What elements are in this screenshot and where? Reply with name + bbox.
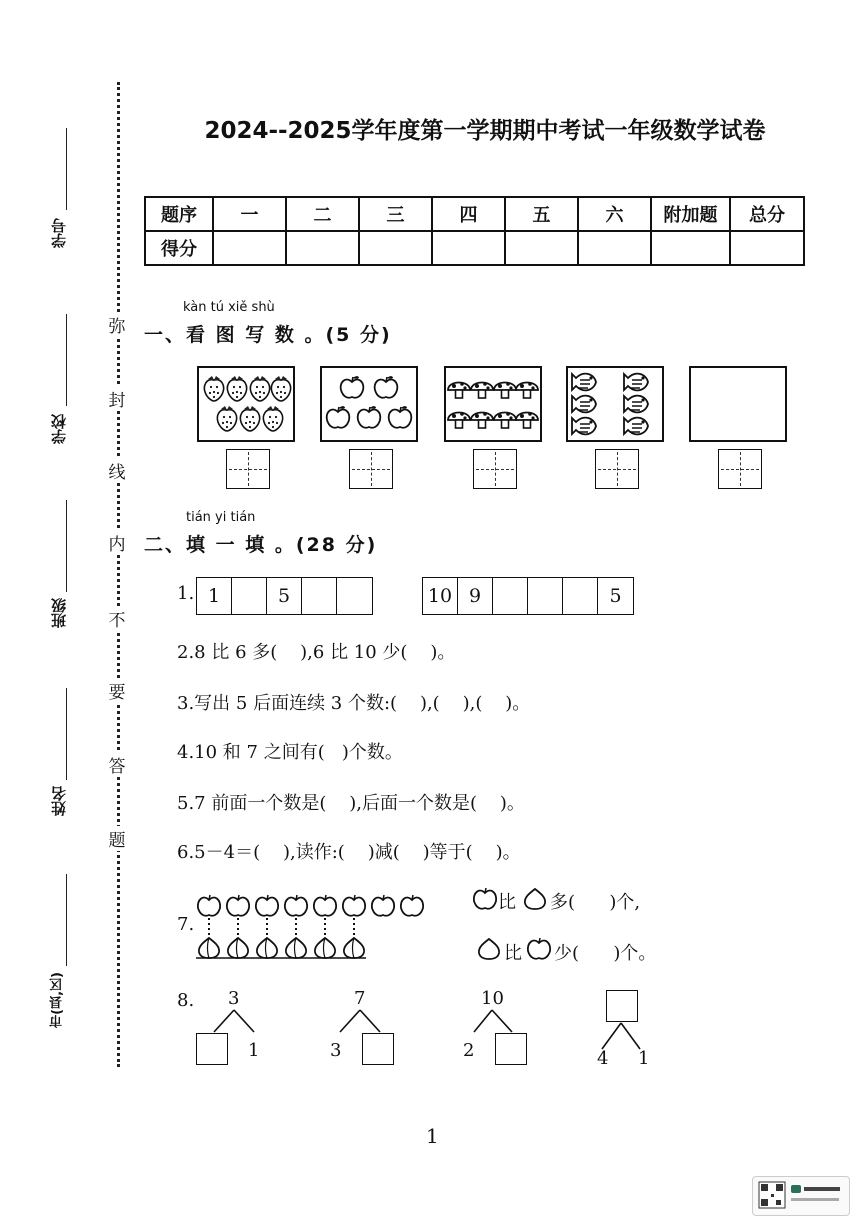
strawberry-icon <box>199 368 293 440</box>
peach-icon <box>476 936 502 962</box>
section1-pinyin: kàn tú xiě shù <box>183 300 275 315</box>
district-line[interactable] <box>66 874 67 966</box>
sequence-cell: 9 <box>458 578 493 614</box>
q7-line1-answer: 多( )个, <box>550 892 641 913</box>
exam-title: 2024--2025学年度第一学期期中考试一年级数学试卷 <box>204 118 766 144</box>
name-line[interactable] <box>66 688 67 780</box>
q1-label: 1. <box>177 583 195 604</box>
class-line[interactable] <box>66 500 67 592</box>
score-col: 五 <box>505 197 578 231</box>
question-2: 2.8 比 6 多( ),6 比 10 少( )。 <box>177 642 456 663</box>
sequence-cell: 10 <box>423 578 458 614</box>
sequence-cell[interactable] <box>302 578 337 614</box>
bond-branch <box>336 1008 386 1034</box>
seal-char: 不 <box>106 606 128 631</box>
school-label: 学校 <box>50 414 68 444</box>
sequence-cell[interactable] <box>493 578 528 614</box>
answer-box[interactable] <box>226 449 270 489</box>
student-id-label: 学号 <box>50 218 68 248</box>
apple-icon <box>322 368 416 440</box>
bond-answer-box[interactable] <box>606 990 638 1022</box>
apple-picture-box <box>320 366 418 442</box>
score-cell[interactable] <box>651 231 730 265</box>
sequence-cell: 5 <box>609 585 622 607</box>
bond-right-number: 1 <box>638 1048 650 1069</box>
score-row-label: 得分 <box>145 231 213 265</box>
peach-icon <box>522 886 548 912</box>
mushroom-picture-box <box>444 366 542 442</box>
score-col: 总分 <box>730 197 804 231</box>
sequence-cell[interactable] <box>232 578 267 614</box>
sequence-a <box>196 577 373 615</box>
score-table-score-row <box>145 231 804 265</box>
q7-line2-compare: 比 <box>504 943 522 964</box>
bond-left-number: 2 <box>463 1040 475 1061</box>
sequence-b <box>422 577 634 615</box>
score-table <box>144 196 805 266</box>
score-header-label: 题序 <box>145 197 213 231</box>
peach-icon <box>199 938 364 958</box>
score-table-header-row <box>145 197 804 231</box>
apple-icon <box>198 895 423 916</box>
question-6: 6.5－4＝( ),读作:( )减( )等于( )。 <box>177 842 521 863</box>
bond-answer-box[interactable] <box>196 1033 228 1065</box>
bond-branch <box>470 1008 520 1034</box>
bond-answer-box[interactable] <box>362 1033 394 1065</box>
district-label: 市(县,区) <box>50 972 65 1028</box>
seal-char: 弥 <box>106 312 128 337</box>
score-cell[interactable] <box>578 231 651 265</box>
score-cell[interactable] <box>730 231 804 265</box>
section1-heading: 一、看 图 写 数 。(5 分) <box>144 324 392 346</box>
section2-pinyin: tián yi tián <box>186 510 256 525</box>
answer-box[interactable] <box>349 449 393 489</box>
school-line[interactable] <box>66 314 67 406</box>
seal-char: 封 <box>106 386 128 411</box>
q7-label: 7. <box>177 914 195 935</box>
answer-box[interactable] <box>473 449 517 489</box>
q7-line1-compare: 比 <box>498 892 516 913</box>
bond-left-number: 4 <box>597 1048 609 1069</box>
bond-answer-box[interactable] <box>495 1033 527 1065</box>
sequence-cell[interactable] <box>337 578 372 614</box>
sequence-cell[interactable] <box>528 578 563 614</box>
seal-char: 答 <box>106 752 128 777</box>
score-col: 四 <box>432 197 505 231</box>
seal-dotted-line <box>117 82 120 1067</box>
answer-box[interactable] <box>595 449 639 489</box>
score-cell[interactable] <box>432 231 505 265</box>
bond-right-number: 1 <box>248 1040 260 1061</box>
scanner-watermark <box>752 1176 850 1216</box>
sequence-cell[interactable] <box>563 578 598 614</box>
apple-icon <box>526 936 552 962</box>
score-col: 二 <box>286 197 359 231</box>
fish-icon <box>568 368 662 440</box>
class-label: 班级 <box>50 598 68 628</box>
score-col: 一 <box>213 197 286 231</box>
apple-peach-match-figure <box>194 888 434 964</box>
score-cell[interactable] <box>505 231 578 265</box>
question-5: 5.7 前面一个数是( ),后面一个数是( )。 <box>177 793 525 814</box>
sequence-cell: 1 <box>197 578 232 614</box>
seal-char: 题 <box>106 826 128 851</box>
question-3: 3.写出 5 后面连续 3 个数:( ),( ),( )。 <box>177 693 531 714</box>
name-label: 姓名 <box>50 786 68 816</box>
bond-left-number: 3 <box>330 1040 342 1061</box>
page-number: 1 <box>426 1124 439 1148</box>
score-cell[interactable] <box>213 231 286 265</box>
score-cell[interactable] <box>359 231 432 265</box>
student-id-line[interactable] <box>66 128 67 210</box>
mushroom-icon <box>446 368 540 440</box>
score-cell[interactable] <box>286 231 359 265</box>
seal-char: 内 <box>106 530 128 555</box>
qr-code-icon <box>753 1177 847 1213</box>
empty-picture-box <box>689 366 787 442</box>
answer-box[interactable] <box>718 449 762 489</box>
bond-top-number: 7 <box>354 988 366 1009</box>
bond-top-number: 3 <box>228 988 240 1009</box>
apple-icon <box>472 886 498 912</box>
score-col: 附加题 <box>651 197 730 231</box>
score-col: 六 <box>578 197 651 231</box>
bond-top-number: 10 <box>481 988 504 1009</box>
bond-branch <box>596 1021 646 1051</box>
question-4: 4.10 和 7 之间有( )个数。 <box>177 742 403 763</box>
fish-picture-box <box>566 366 664 442</box>
bond-branch <box>208 1008 258 1034</box>
strawberry-picture-box <box>197 366 295 442</box>
seal-char: 线 <box>106 458 128 483</box>
section2-heading: 二、填 一 填 。(28 分) <box>144 534 378 556</box>
q7-line2-answer: 少( )个。 <box>554 943 657 964</box>
q8-label: 8. <box>177 990 195 1011</box>
score-col: 三 <box>359 197 432 231</box>
seal-char: 要 <box>106 678 128 703</box>
sequence-cell: 5 <box>267 578 302 614</box>
